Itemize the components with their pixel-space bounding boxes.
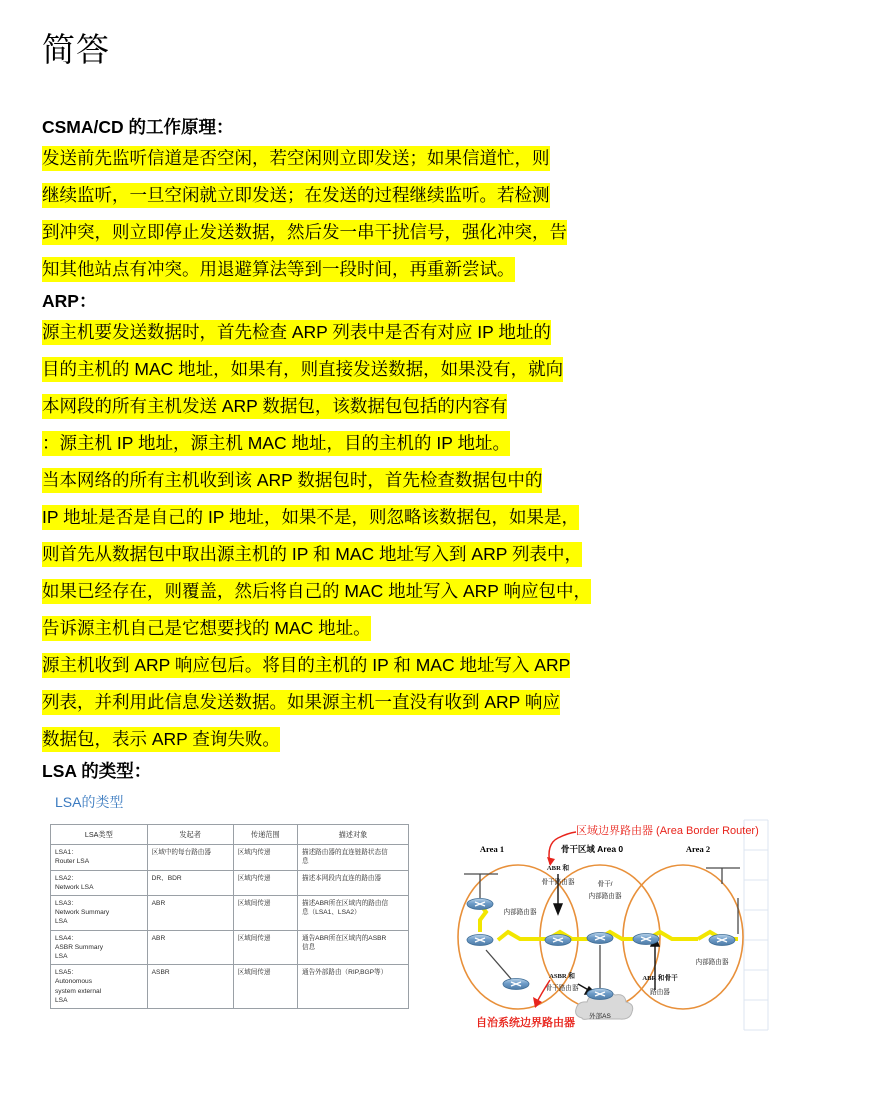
text-line: 源主机收到 ARP 响应包后。将目的主机的 IP 和 MAC 地址写入 ARP — [42, 647, 842, 684]
annotation-asbr: 自治系统边界路由器 — [476, 1017, 575, 1029]
cell-originator: ABR — [147, 896, 233, 931]
cell-lsa-type: LSA1： Router LSA — [51, 845, 148, 870]
text-line: 本网段的所有主机发送 ARP 数据包，该数据包包括的内容有 — [42, 388, 842, 425]
cell-describes: 通告ABR所在区域内的ASBR 信息 — [298, 930, 409, 965]
text-line: 告诉源主机自己是它想要找的 MAC 地址。 — [42, 610, 842, 647]
cell-lsa-type: LSA3： Network Summary LSA — [51, 896, 148, 931]
node-label-abr-bb-1: ABR 和骨干 — [642, 975, 678, 982]
cell-lsa-type: LSA2： Network LSA — [51, 870, 148, 895]
text-line: 知其他站点有冲突。用退避算法等到一段时间，再重新尝试。 — [42, 251, 842, 288]
cell-originator: ABR — [147, 930, 233, 965]
node-label-abr-1: ABR 和 — [546, 865, 570, 872]
figure-caption: LSA的类型 — [55, 794, 124, 810]
text-line: 继续监听，一旦空闲就立即发送；在发送的过程继续监听。若检测 — [42, 177, 842, 214]
lsa-figure — [42, 792, 842, 1052]
text-line: 数据包，表示 ARP 查询失败。 — [42, 721, 842, 758]
text-line: 源主机要发送数据时，首先检查 ARP 列表中是否有对应 IP 地址的 — [42, 314, 842, 351]
section-arp — [42, 288, 842, 758]
cell-describes: 描述路由器的直连链路状态信 息 — [298, 845, 409, 870]
document-content — [42, 0, 842, 1052]
table-row — [51, 930, 409, 965]
table-header-row — [51, 825, 409, 845]
section-heading-csma-cd: CSMA/CD 的工作原理： — [42, 117, 234, 137]
ospf-area-diagram — [450, 812, 770, 1042]
text-line: 当本网络的所有主机收到该 ARP 数据包时，首先检查数据包中的 — [42, 462, 842, 499]
cell-scope: 区域间传递 — [233, 965, 297, 1009]
section-body-csma-cd — [42, 140, 842, 288]
node-label-backbone-1: 骨干/ — [597, 881, 613, 888]
text-line: 则首先从数据包中取出源主机的 IP 和 MAC 地址写入到 ARP 列表中， — [42, 536, 842, 573]
node-label-backbone-2: 内部路由器 — [588, 893, 622, 900]
cell-scope: 区域内传递 — [233, 870, 297, 895]
cell-originator: 区域中的每台路由器 — [147, 845, 233, 870]
cell-describes: 通告外部路由（RIP,BGP等） — [298, 965, 409, 1009]
cell-scope: 区域间传递 — [233, 930, 297, 965]
column-header-scope: 传递范围 — [233, 825, 297, 845]
column-header-lsa-type: LSA类型 — [51, 825, 148, 845]
section-lsa — [42, 758, 842, 784]
area-label-2: Area 2 — [685, 844, 711, 854]
title-spacer — [42, 72, 842, 114]
section-heading-arp: ARP： — [42, 291, 97, 311]
text-line: 列表，并利用此信息发送数据。如果源主机一直没有收到 ARP 响应 — [42, 684, 842, 721]
page-title: 简答 — [42, 31, 110, 68]
lsa-type-table — [50, 824, 409, 1009]
cell-originator: ASBR — [147, 965, 233, 1009]
table-row — [51, 845, 409, 870]
text-line: 目的主机的 MAC 地址，如果有，则直接发送数据，如果没有，就向 — [42, 351, 842, 388]
area-label-0: 骨干区域 Area 0 — [560, 844, 624, 854]
cell-scope: 区域内传递 — [233, 845, 297, 870]
cloud-label: 外部AS — [589, 1013, 611, 1020]
column-header-describes: 描述对象 — [298, 825, 409, 845]
text-line: 发送前先监听信道是否空闲，若空闲则立即发送；如果信道忙，则 — [42, 140, 842, 177]
text-line: 到冲突，则立即停止发送数据，然后发一串干扰信号，强化冲突，告 — [42, 214, 842, 251]
table-row — [51, 870, 409, 895]
grid-lines-icon — [744, 820, 768, 1030]
cell-describes: 描述ABR所在区域内的路由信 息（LSA1、LSA2） — [298, 896, 409, 931]
area-label-1: Area 1 — [479, 844, 505, 854]
table-row — [51, 896, 409, 931]
cell-lsa-type: LSA4： ASBR Summary LSA — [51, 930, 148, 965]
text-line: 如果已经存在，则覆盖，然后将自己的 MAC 地址写入 ARP 响应包中， — [42, 573, 842, 610]
text-line: IP 地址是否是自己的 IP 地址，如果不是，则忽略该数据包，如果是， — [42, 499, 842, 536]
cell-scope: 区域间传递 — [233, 896, 297, 931]
cell-describes: 描述本网段内直连的路由器 — [298, 870, 409, 895]
node-label-internal-left: 内部路由器 — [503, 909, 537, 916]
section-body-arp — [42, 314, 842, 758]
cell-originator: DR、BDR — [147, 870, 233, 895]
node-label-abr-2: 骨干路由器 — [541, 879, 575, 886]
cell-lsa-type: LSA5： Autonomous system external LSA — [51, 965, 148, 1009]
node-label-asbr-2: 骨干路由器 — [545, 985, 579, 992]
annotation-abr: 区域边界路由器 (Area Border Router) — [576, 825, 759, 837]
text-line: ：源主机 IP 地址，源主机 MAC 地址，目的主机的 IP 地址。 — [42, 425, 842, 462]
section-csma-cd — [42, 114, 842, 288]
node-label-asbr-1: ASBR 和 — [549, 973, 575, 980]
section-heading-lsa: LSA 的类型： — [42, 761, 152, 781]
column-header-originator: 发起者 — [147, 825, 233, 845]
node-label-abr-bb-2: 路由器 — [650, 989, 670, 996]
table-row — [51, 965, 409, 1009]
node-label-internal-right: 内部路由器 — [695, 959, 729, 966]
lsa-table-container — [50, 824, 409, 1009]
